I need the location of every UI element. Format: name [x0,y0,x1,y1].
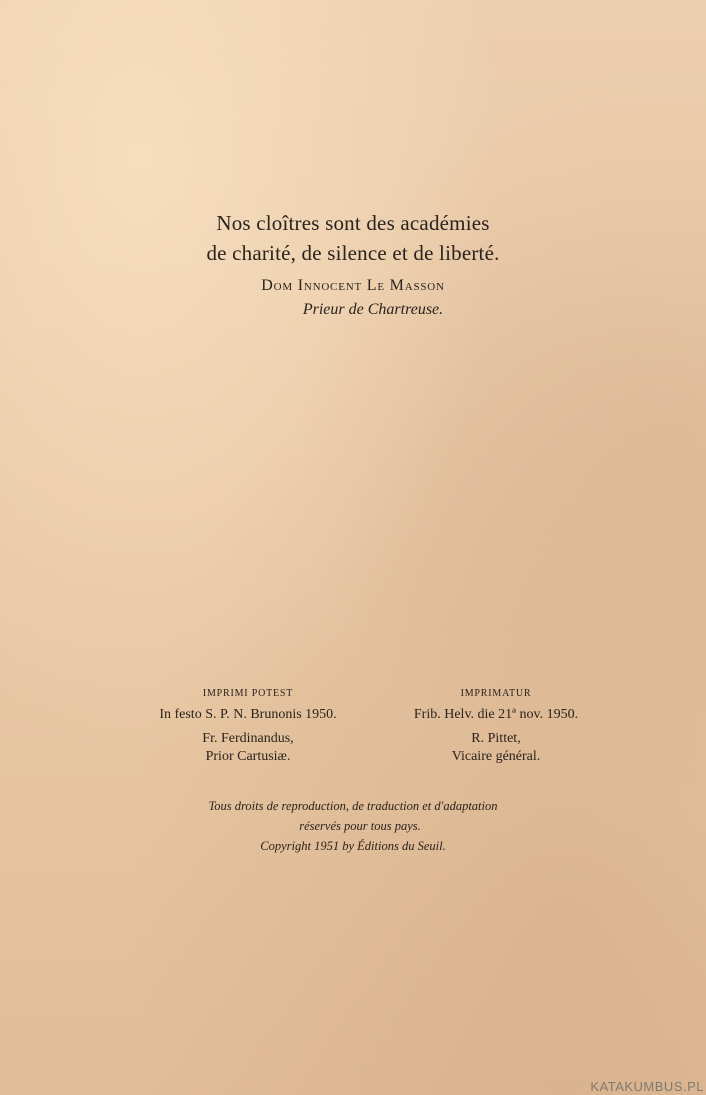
watermark: KATAKUMBUS.PL [590,1079,704,1094]
imprimatur-signer: R. Pittet, [471,731,521,746]
imprimatur-heading: IMPRIMATUR [460,688,532,699]
rights-line-2: réservés pour tous pays. [299,819,421,833]
copyright-line: Copyright 1951 by Éditions du Seuil. [260,839,446,853]
epigraph-author: Dom Innocent Le Masson [261,277,445,294]
epigraph-line-2: de charité, de silence et de liberté. [206,241,500,265]
epigraph-line-1: Nos cloîtres sont des académies [216,211,490,235]
imprimi-potest-block [118,686,378,766]
imprimi-potest-signer-title: Prior Cartusiæ. [205,749,291,764]
imprimi-potest-heading: IMPRIMI POTEST [202,688,294,699]
imprimi-potest-date: In festo S. P. N. Brunonis 1950. [159,707,337,722]
imprimatur-date: Frib. Helv. die 21ª nov. 1950. [413,707,579,722]
imprimi-potest-signer: Fr. Ferdinandus, [202,731,294,746]
imprimatur-signer-title: Vicaire général. [451,749,541,764]
epigraph [0,208,706,322]
imprimatur-block [374,686,618,766]
rights-notice [0,796,706,856]
epigraph-author-title: Prieur de Chartreuse. [302,301,444,318]
rights-line-1: Tous droits de reproduction, de traduction et d'adaptation [208,799,498,813]
